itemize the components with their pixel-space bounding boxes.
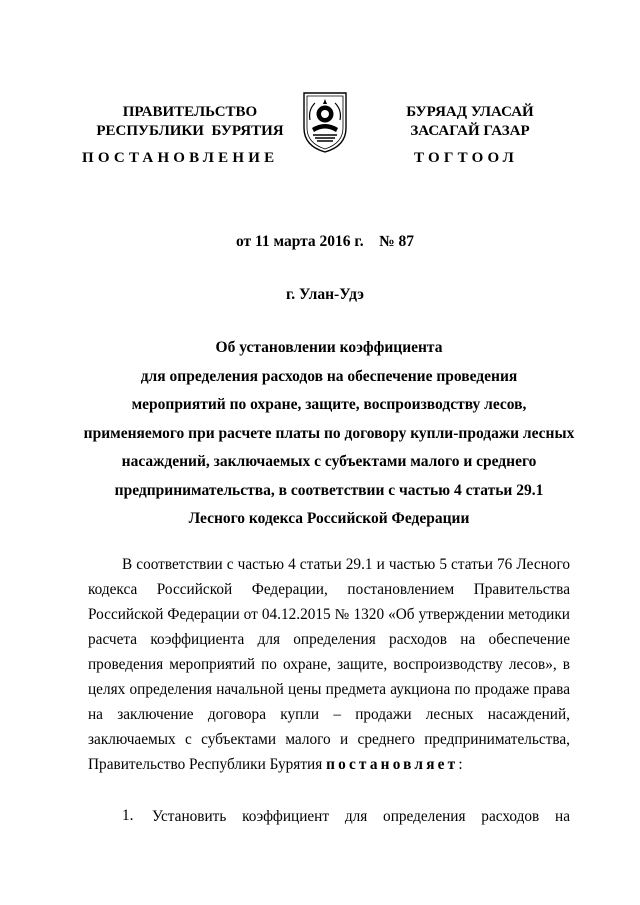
body-line: кодекса Российской Федерации, постановлением Правительства: [88, 581, 570, 598]
body-final-prefix: Правительство Республики Бурятия: [88, 756, 327, 773]
header-right-line1: БУРЯАД УЛАСАЙ: [406, 104, 534, 120]
body-line-final: [88, 755, 570, 775]
header-right: [360, 103, 580, 141]
body-line: Российской Федерации от 04.12.2015 № 1320 «Об утверждении методики: [88, 606, 570, 623]
doc-type-left: ПОСТАНОВЛЕНИЕ: [82, 150, 279, 166]
body-line: заключаемых с субъектами малого и среднего предпринимательства,: [88, 731, 570, 748]
header-right-line2: ЗАСАГАЙ ГАЗАР: [410, 123, 530, 139]
header-left-line2: РЕСПУБЛИКИ БУРЯТИЯ: [96, 123, 284, 139]
resolution-keyword: постановляет: [326, 756, 459, 773]
document-title: [0, 334, 640, 534]
title-line: предпринимательства, в соответствии с частью 4 статьи 29.1: [114, 481, 544, 499]
title-line: для определения расходов на обеспечение проведения: [140, 367, 518, 385]
doc-type-right: ТОГТООЛ: [414, 150, 518, 166]
body-final-suffix: :: [458, 756, 463, 773]
body-line: В соответствии с частью 4 статьи 29.1 и частью 5 статьи 76 Лесного: [122, 556, 570, 573]
title-line: мероприятий по охране, защите, воспроизводству лесов,: [131, 396, 527, 413]
title-line: Об установлении коэффициента: [215, 339, 443, 356]
coat-of-arms-icon: [301, 90, 349, 154]
item-1-number: 1.: [122, 807, 134, 824]
title-line: насаждений, заключаемых с субъектами малого и среднего: [121, 453, 537, 470]
body-line: расчета коэффициента для определения расходов на обеспечение: [88, 631, 570, 648]
body-line: целях определения начальной цены предмета аукциона по продаже права: [88, 681, 570, 698]
body-line: проведения мероприятий по охране, защите, воспроизводству лесов», в: [88, 656, 570, 673]
date-line: от 11 марта 2016 г. № 87: [235, 233, 415, 250]
header-left: [70, 103, 310, 141]
title-line: применяемого при расчете платы по договору купли-продажи лесных: [83, 424, 575, 442]
body-line: на заключение договора купли – продажи лесных насаждений,: [88, 706, 570, 723]
title-line: Лесного кодекса Российской Федерации: [188, 510, 470, 527]
item-1-text: Установить коэффициент для определения расходов на: [152, 808, 570, 825]
city: г. Улан-Удэ: [285, 286, 364, 303]
header-left-line1: ПРАВИТЕЛЬСТВО: [122, 104, 258, 120]
